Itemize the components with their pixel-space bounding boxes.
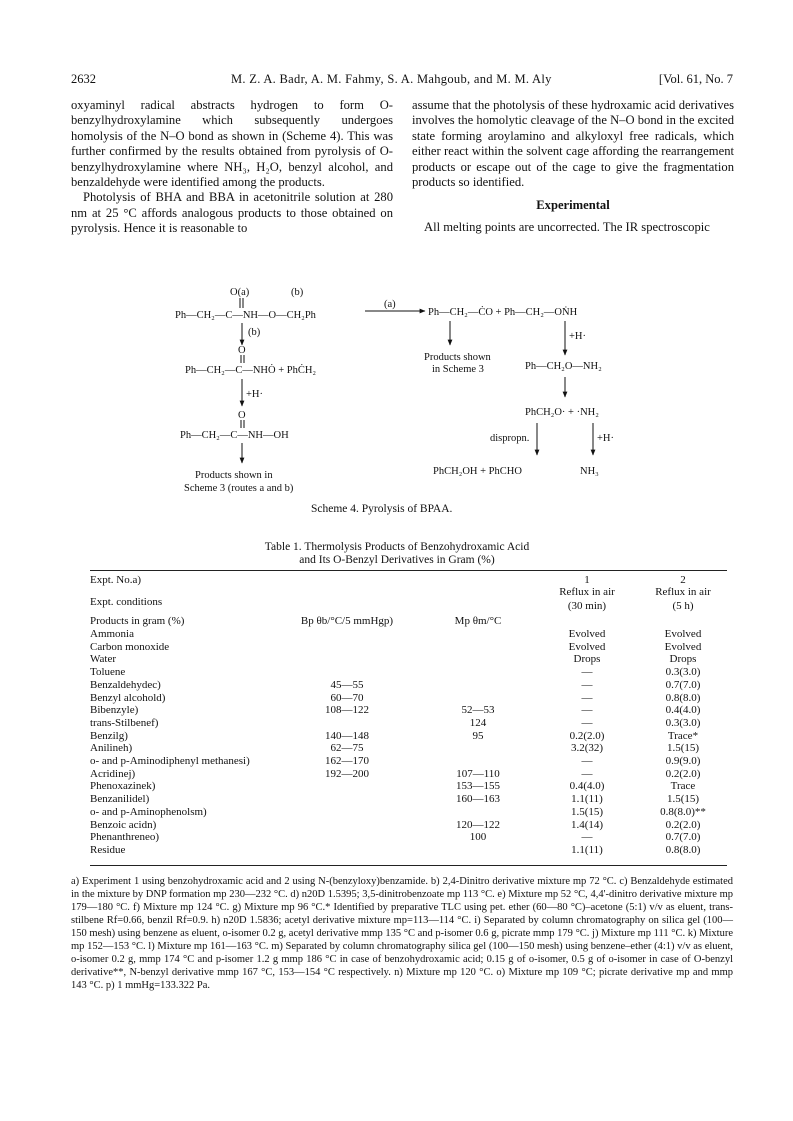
left-column: [71, 98, 393, 237]
volume-info: [Vol. 61, No. 7: [658, 72, 733, 86]
ammonia: NH₃: [580, 466, 599, 477]
table-row: [90, 679, 727, 691]
table-header: [90, 574, 727, 586]
header-cell: Mp θm/°C: [454, 615, 502, 627]
table-cell: 0.8(8.0)**: [660, 805, 706, 818]
table-cell: Toluene: [90, 666, 126, 679]
bond-label-a: O(a): [230, 287, 250, 298]
table-rule: [90, 570, 727, 571]
table-cell: Evolved: [664, 640, 702, 653]
table-cell: 1.5(15): [666, 742, 700, 755]
table-cell: Ammonia: [90, 628, 134, 640]
table-row: [90, 730, 727, 742]
table-row: [90, 768, 727, 780]
table-cell: —: [581, 691, 593, 704]
table-row: [90, 717, 727, 729]
table-cell: 107—110: [456, 767, 500, 780]
table-cell: 0.2(2.0): [569, 729, 605, 742]
carbonyl-o: O: [238, 345, 246, 356]
table-row: [90, 831, 727, 843]
table-cell: 0.2(2.0): [665, 818, 701, 831]
header-cell: Expt. conditions: [90, 596, 163, 608]
table-cell: —: [581, 666, 593, 679]
carbonyl-o: O: [238, 410, 246, 421]
table-cell: 153—155: [456, 780, 500, 793]
table-cell: 192—200: [325, 767, 369, 780]
table-cell: —: [581, 767, 593, 780]
header-cell: 2: [680, 574, 686, 586]
route-b-products: Ph—CH₂—C—NHȮ + PhĊH₂: [185, 365, 317, 376]
table-cell: —: [581, 755, 593, 767]
table-row: [90, 704, 727, 716]
table-cell: 162—170: [325, 755, 369, 767]
hydroxamic-acid: Ph—CH₂—C—NH—OH: [180, 430, 289, 441]
table-cell: 124: [469, 716, 487, 729]
table-cell: Trace*: [667, 729, 699, 742]
table-cell: 3.2(32): [570, 742, 604, 755]
table-cell: 0.2(2.0): [665, 767, 701, 780]
route-b-label: (b): [248, 327, 261, 338]
table-row: [90, 641, 727, 653]
table-cell: —: [581, 831, 593, 844]
caption-line: Table 1. Thermolysis Products of Benzohydroxamic Acid: [264, 541, 530, 553]
products-note: in Scheme 3: [432, 364, 484, 375]
header-cell: (30 min): [567, 600, 607, 612]
final-products: PhCH₂OH + PhCHO: [433, 466, 522, 477]
table-row: [90, 692, 727, 704]
table-cell: 1.1(11): [571, 793, 603, 806]
table-cell: o- and p-Aminodiphenyl methanesi): [90, 755, 250, 767]
table-header: [90, 615, 727, 627]
table-row: [90, 755, 727, 767]
running-header: [71, 72, 733, 88]
table-row: [90, 628, 727, 640]
table-cell: 0.7(7.0): [665, 678, 701, 691]
table-cell: 0.8(8.0): [665, 691, 701, 704]
table-cell: 45—55: [330, 678, 364, 691]
table-cell: 0.8(8.0): [665, 843, 701, 856]
table-cell: 140—148: [325, 729, 369, 742]
table-row: [90, 819, 727, 831]
table-cell: 0.3(3.0): [665, 716, 701, 729]
table-cell: Phenoxazinek): [90, 780, 156, 793]
table-row: [90, 806, 727, 818]
paragraph: Photolysis of BHA and BBA in acetonitrile solution at 280 nm at 25 °C affords analogous products to those obtained on pyrolysis. Hence it is reasonable to: [71, 190, 393, 236]
table-cell: Evolved: [664, 628, 702, 640]
h-label: +H·: [597, 433, 615, 444]
table-footnotes: a) Experiment 1 using benzohydroxamic acid and 2 using N-(benzyloxy)benzamide. b) 2,4-Dinitro derivative mixture mp 72 °C. c) Benzaldehyde estimated in the mixture by DNP formation mp 230—232 °C. d) n20D 1.5395; 3,5-dinitrobenzoate mp 113 °C. e) Mixture mp 52 °C, 4,4'-dinitro derivative mixture mp 179—180 °C. f) Mixture mp 124 °C. g) Mixture mp 96 °C.* Identified by preparative TLC using pet. ether (60—80 °C)–acetone (5:1) v/v as eluent, trans-stilbene Rf=0.66, benzil Rf=0.9. h) n20D 1.5836; acetyl derivative mixture mp=113—114 °C. i) Separated by column chromatography on silica gel (100—150 mesh) using benzene as eluent, o-isomer 0.2 g, acetyl derivative mmp 135 °C and p-isomer 0.6 g, picrate mmp 179 °C. j) Mixture mp 111 °C. k) Mixture mp 152—153 °C. l) Mixture mp 161—163 °C. m) Separated by column chromatography silica gel (100—150 mesh) using benzene–ether (4:1) v/v as eluent, o-isomer 0.2 g, mmp 174 °C and p-isomer 1.2 g mmp 186 °C in case of benzohydroxamic acid; 0.15 g of o-isomer, 0.5 g of o-isomer in case of O-benzyl derivative**, N-benzyl derivative mmp 167 °C, 153—154 °C respectively. n) Mixture mp 120 °C. o) Mixture mp 109 °C; picrate derivative mp and mmp 143 °C. p) 1 mmHg=133.322 Pa.: [71, 876, 733, 991]
table-cell: Benzaldehydec): [90, 678, 161, 691]
table-rule: [90, 865, 727, 866]
table-cell: Anilineh): [90, 742, 133, 755]
benzylhydroxylamine: Ph—CH₂O—NH₂: [525, 361, 602, 372]
table-cell: 160—163: [456, 793, 500, 806]
header-cell: (5 h): [672, 600, 694, 612]
author-line: M. Z. A. Badr, A. M. Fahmy, S. A. Mahgoub, and M. M. Aly: [231, 72, 552, 86]
paragraph: oxyaminyl radical abstracts hydrogen to form O-benzylhydroxylamine which subsequently undergoes homolysis of the N–O bond as shown in (Scheme 4). This was further confirmed by the results obtained from pyrolysis of O-benzylhydroxylamine where NH₃, H₂O, benzyl alcohol, and benzaldehyde were identified among the products.: [71, 98, 393, 190]
header-cell: Reflux in air: [655, 586, 711, 598]
bond-label-b: (b): [291, 287, 304, 298]
table-cell: 0.9(9.0): [665, 755, 701, 767]
h-label: +H·: [246, 389, 264, 400]
products-note: Scheme 3 (routes a and b): [184, 483, 294, 494]
table-cell: Benzoic acidn): [90, 818, 157, 831]
table-cell: Phenanthreneo): [90, 831, 160, 844]
caption-line: and Its O-Benzyl Derivatives in Gram (%): [299, 554, 495, 566]
table-cell: —: [581, 678, 593, 691]
table-cell: Carbon monoxide: [90, 640, 170, 653]
table-cell: —: [581, 716, 593, 729]
table-row: [90, 653, 727, 665]
radical-pair: PhCH₂O· + ·NH₂: [525, 407, 599, 418]
table-cell: 1.4(14): [570, 818, 604, 831]
header-cell: 1: [584, 574, 590, 586]
table-cell: 62—75: [330, 742, 364, 755]
right-column: [412, 98, 734, 235]
table-cell: 108—122: [325, 704, 369, 717]
table-row: [90, 742, 727, 754]
table-cell: 1.5(15): [570, 805, 604, 818]
route-a-label: (a): [384, 299, 396, 310]
scheme-caption: Scheme 4. Pyrolysis of BPAA.: [311, 503, 453, 515]
table-row: [90, 793, 727, 805]
table-cell: Trace: [670, 780, 696, 793]
table-cell: Evolved: [568, 640, 606, 653]
table-cell: Benzyl alcohold): [90, 691, 166, 704]
table-cell: Evolved: [568, 628, 606, 640]
table-cell: 0.7(7.0): [665, 831, 701, 844]
header-cell: Expt. No.a): [90, 574, 142, 586]
section-heading: Experimental: [536, 198, 610, 213]
table-cell: 60—70: [330, 691, 364, 704]
table-cell: Water: [90, 653, 116, 666]
table-cell: trans-Stilbenef): [90, 716, 159, 729]
table-caption: [190, 541, 604, 567]
table-row: [90, 844, 727, 856]
table-row: [90, 666, 727, 678]
paragraph: All melting points are uncorrected. The IR spectroscopic: [424, 219, 710, 234]
table-cell: Acridinej): [90, 767, 136, 780]
products-note: Products shown in: [195, 470, 273, 481]
table-cell: 1.5(15): [666, 793, 700, 806]
paragraph: assume that the photolysis of these hydroxamic acid derivatives involves the homolytic cleavage of the N–O bond in the excited state forming aroylamino and alkyloxyl free radicals, which either react within the solvent cage affording the rearrangement products or escape out of the cage to give the fragmentation products so identified.: [412, 98, 734, 190]
table-cell: Drops: [669, 653, 697, 666]
table-cell: —: [581, 704, 593, 717]
table-cell: 0.4(4.0): [569, 780, 605, 793]
start-compound: Ph—CH₂—C—NH—O—CH₂Ph: [175, 310, 316, 321]
table-cell: Benzanilidel): [90, 793, 150, 806]
table-cell: 0.4(4.0): [665, 704, 701, 717]
header-cell: Products in gram (%): [90, 615, 185, 627]
dispropn-label: dispropn.: [490, 433, 530, 444]
table-cell: Benzilg): [90, 729, 128, 742]
table-header: [90, 600, 727, 612]
reaction-scheme: [160, 283, 620, 498]
table-row: [90, 780, 727, 792]
table-cell: 100: [469, 831, 487, 844]
table-cell: Residue: [90, 843, 126, 856]
table-cell: o- and p-Aminophenolsm): [90, 805, 207, 818]
h-label: +H·: [569, 331, 587, 342]
header-cell: Reflux in air: [559, 586, 615, 598]
products-note: Products shown: [424, 352, 491, 363]
table-cell: 0.3(3.0): [665, 666, 701, 679]
header-cell: Bp θb/°C/5 mmHgp): [300, 615, 394, 627]
page-number: 2632: [71, 72, 96, 86]
table-cell: 95: [472, 729, 484, 742]
table-cell: 120—122: [456, 818, 500, 831]
route-a-products: Ph—CH₂—ĊO + Ph—CH₂—OṄH: [428, 307, 578, 318]
table-cell: 1.1(11): [571, 843, 603, 856]
table-cell: Drops: [573, 653, 601, 666]
table-cell: Bibenzyle): [90, 704, 139, 717]
table-cell: 52—53: [461, 704, 495, 717]
